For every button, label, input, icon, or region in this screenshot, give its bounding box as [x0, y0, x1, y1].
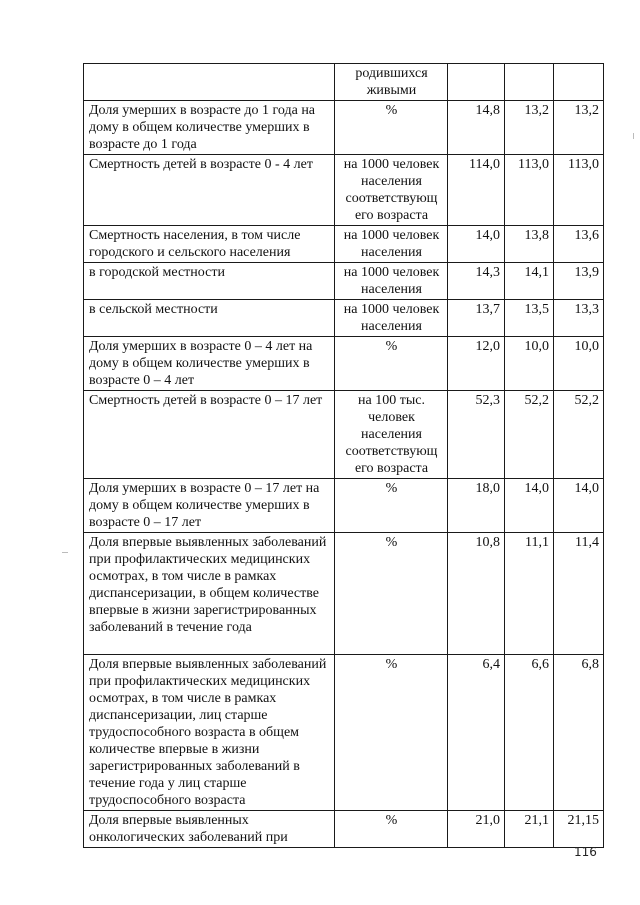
unit-cell: %	[335, 101, 448, 155]
unit-cell: на 1000 человек населения	[335, 263, 448, 300]
unit-cell: на 1000 человек населения	[335, 226, 448, 263]
value-cell-2: 11,1	[505, 533, 554, 655]
value-cell-2: 13,8	[505, 226, 554, 263]
value-cell-2: 52,2	[505, 391, 554, 479]
value-cell-1: 18,0	[448, 479, 505, 533]
value-cell-1: 12,0	[448, 337, 505, 391]
indicator-name-cell: Доля умерших в возрасте до 1 года на дому в общем количестве умерших в возрасте до 1 года	[84, 101, 335, 155]
value-cell-1: 52,3	[448, 391, 505, 479]
table-row	[84, 391, 604, 479]
table-row	[84, 479, 604, 533]
value-cell-1: 14,0	[448, 226, 505, 263]
value-cell-1	[448, 64, 505, 101]
value-cell-2: 21,1	[505, 811, 554, 848]
unit-cell: %	[335, 479, 448, 533]
table-row	[84, 155, 604, 226]
value-cell-1: 14,3	[448, 263, 505, 300]
value-cell-1: 10,8	[448, 533, 505, 655]
table-row	[84, 101, 604, 155]
value-cell-3: 14,0	[554, 479, 604, 533]
value-cell-3	[554, 64, 604, 101]
value-cell-3: 13,3	[554, 300, 604, 337]
unit-cell: %	[335, 811, 448, 848]
value-cell-3: 21,15	[554, 811, 604, 848]
value-cell-3: 10,0	[554, 337, 604, 391]
indicator-name-cell: Доля впервые выявленных заболеваний при профилактических медицинских осмотрах, в том числе в рамках диспансеризации, в общем количестве впервые в жизни зарегистрированных заболеваний в течение года	[84, 533, 335, 655]
indicator-name-cell: Доля умерших в возрасте 0 – 17 лет на дому в общем количестве умерших в возрасте 0 – 17 лет	[84, 479, 335, 533]
value-cell-1: 114,0	[448, 155, 505, 226]
value-cell-1: 6,4	[448, 655, 505, 811]
value-cell-3: 52,2	[554, 391, 604, 479]
table-body	[84, 64, 604, 848]
page-number: 116	[574, 845, 597, 859]
value-cell-3: 13,2	[554, 101, 604, 155]
unit-cell: %	[335, 655, 448, 811]
table-row	[84, 533, 604, 655]
table-row	[84, 226, 604, 263]
value-cell-2: 14,1	[505, 263, 554, 300]
unit-cell: родившихся живыми	[335, 64, 448, 101]
table-row	[84, 811, 604, 848]
table-row	[84, 337, 604, 391]
value-cell-3: 113,0	[554, 155, 604, 226]
indicator-name-cell: Смертность населения, в том числе городского и сельского населения	[84, 226, 335, 263]
indicator-name-cell: в городской местности	[84, 263, 335, 300]
value-cell-2: 14,0	[505, 479, 554, 533]
value-cell-2: 6,6	[505, 655, 554, 811]
indicator-name-cell: Доля впервые выявленных заболеваний при профилактических медицинских осмотрах, в том числе в рамках диспансеризации, лиц старше трудоспособного возраста в общем количестве впервые в жизни зарегистрированных заболеваний в течение года у лиц старше трудоспособного возраста	[84, 655, 335, 811]
indicators-table	[83, 63, 604, 848]
value-cell-3: 11,4	[554, 533, 604, 655]
indicator-name-cell: в сельской местности	[84, 300, 335, 337]
unit-cell: %	[335, 337, 448, 391]
table-row	[84, 263, 604, 300]
table-row	[84, 655, 604, 811]
indicator-name-cell	[84, 64, 335, 101]
value-cell-2: 13,2	[505, 101, 554, 155]
indicator-name-cell: Смертность детей в возрасте 0 – 17 лет	[84, 391, 335, 479]
value-cell-1: 14,8	[448, 101, 505, 155]
indicator-name-cell: Доля впервые выявленных онкологических заболеваний при	[84, 811, 335, 848]
table-row	[84, 64, 604, 101]
scan-mark-left	[62, 552, 68, 553]
value-cell-2	[505, 64, 554, 101]
value-cell-2: 113,0	[505, 155, 554, 226]
unit-cell: %	[335, 533, 448, 655]
value-cell-2: 10,0	[505, 337, 554, 391]
unit-cell: на 1000 человек населения соответствующ его возраста	[335, 155, 448, 226]
table-row	[84, 300, 604, 337]
scan-mark-right	[633, 133, 634, 139]
indicator-name-cell: Доля умерших в возрасте 0 – 4 лет на дому в общем количестве умерших в возрасте 0 – 4 лет	[84, 337, 335, 391]
value-cell-3: 6,8	[554, 655, 604, 811]
unit-cell: на 100 тыс. человек населения соответствующ его возраста	[335, 391, 448, 479]
indicator-name-cell: Смертность детей в возрасте 0 - 4 лет	[84, 155, 335, 226]
value-cell-1: 13,7	[448, 300, 505, 337]
unit-cell: на 1000 человек населения	[335, 300, 448, 337]
value-cell-2: 13,5	[505, 300, 554, 337]
value-cell-3: 13,9	[554, 263, 604, 300]
value-cell-3: 13,6	[554, 226, 604, 263]
value-cell-1: 21,0	[448, 811, 505, 848]
